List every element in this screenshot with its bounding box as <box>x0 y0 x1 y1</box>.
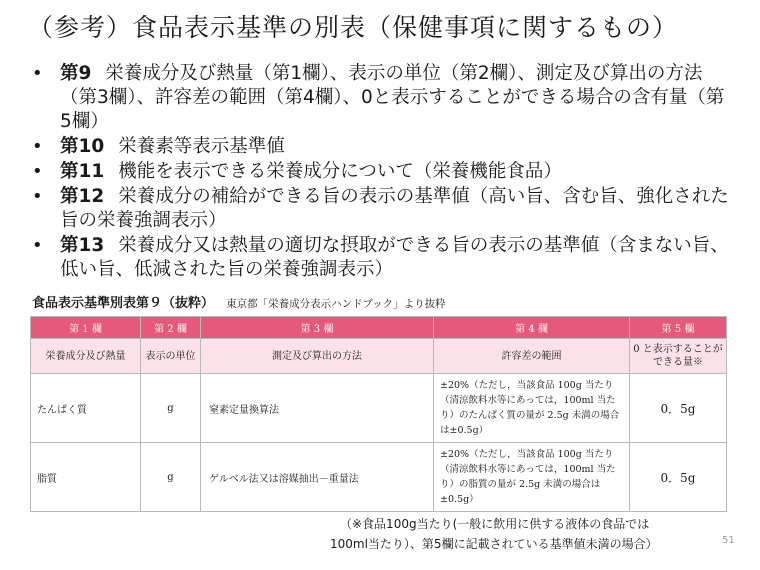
bullet-icon: • <box>32 186 43 207</box>
tolerance-cell: ±20%（ただし，当該食品 100g 当たり（清涼飲料水等にあっては，100ml 当たり）の脂質の量が 2.5g 未満の場合は±0.5g） <box>434 443 630 512</box>
column-header: 0 と表示することができる量※ <box>630 339 727 374</box>
nutrient-cell: たんぱく質 <box>31 374 141 443</box>
column-header-row <box>31 339 727 374</box>
bullet-list <box>30 62 730 283</box>
unit-cell: g <box>141 443 201 512</box>
bullet-icon: • <box>32 63 43 84</box>
page-number: 51 <box>722 535 735 546</box>
bullet-number: 第12 <box>60 186 105 207</box>
method-cell: ゲルベル法又は溶媒抽出－重量法 <box>201 443 434 512</box>
method-cell: 窒素定量換算法 <box>201 374 434 443</box>
bullet-number: 第9 <box>60 63 92 84</box>
bullet-text: 栄養素等表示基準値 <box>118 136 285 157</box>
table-caption <box>32 292 732 311</box>
bullet-item <box>30 62 730 134</box>
column-number: 第 2 欄 <box>141 317 201 339</box>
bullet-number: 第11 <box>60 161 105 182</box>
footnote-line: （※食品100g当たり(一般に飲用に供する液体の食品では <box>340 517 650 531</box>
column-number: 第 4 欄 <box>434 317 630 339</box>
tolerance-cell: ±20%（ただし，当該食品 100g 当たり（清涼飲料水等にあっては，100ml 当たり）のたんぱく質の量が 2.5g 未満の場合は±0.5g） <box>434 374 630 443</box>
bullet-item <box>30 135 730 159</box>
bullet-number: 第10 <box>60 136 105 157</box>
column-number: 第 1 欄 <box>31 317 141 339</box>
column-header: 表示の単位 <box>141 339 201 374</box>
zero-value-cell: 0．5g <box>630 443 727 512</box>
bullet-text: 栄養成分又は熱量の適切な摂取ができる旨の表示の基準値（含まない旨、低い旨、低減された旨の栄養強調表示） <box>60 235 729 280</box>
table-row <box>31 443 727 512</box>
footnote <box>330 514 740 554</box>
bullet-text: 栄養成分の補給ができる旨の表示の基準値（高い旨、含む旨、強化された旨の栄養強調表示） <box>60 186 729 231</box>
bullet-icon: • <box>32 235 43 256</box>
bullet-text: 栄養成分及び熱量（第1欄）、表示の単位（第2欄）、測定及び算出の方法（第3欄）、許容差の範囲（第4欄）、0と表示することができる場合の含有量（第5欄） <box>60 63 725 132</box>
table-caption-title: 食品表示基準別表第９（抜粋） <box>32 296 215 311</box>
bullet-icon: • <box>32 161 43 182</box>
column-number: 第 5 欄 <box>630 317 727 339</box>
column-header: 許容差の範囲 <box>434 339 630 374</box>
slide-title: （参考）食品表示基準の別表（保健事項に関するもの） <box>28 13 679 42</box>
footnote-line: 100ml当たり）、第5欄に記載されている基準値未満の場合） <box>330 537 658 551</box>
bullet-number: 第13 <box>60 235 105 256</box>
nutrition-standard-table <box>30 316 727 512</box>
nutrient-cell: 脂質 <box>31 443 141 512</box>
bullet-item <box>30 160 730 184</box>
table-row <box>31 374 727 443</box>
bullet-item <box>30 185 730 233</box>
bullet-icon: • <box>32 136 43 157</box>
table-caption-source: 東京都「栄養成分表示ハンドブック」より抜粋 <box>226 298 446 310</box>
column-number: 第 3 欄 <box>201 317 434 339</box>
unit-cell: g <box>141 374 201 443</box>
bullet-item <box>30 234 730 282</box>
column-header: 測定及び算出の方法 <box>201 339 434 374</box>
bullet-text: 機能を表示できる栄養成分について（栄養機能食品） <box>118 161 562 182</box>
zero-value-cell: 0．5g <box>630 374 727 443</box>
column-header: 栄養成分及び熱量 <box>31 339 141 374</box>
column-number-row <box>31 317 727 339</box>
